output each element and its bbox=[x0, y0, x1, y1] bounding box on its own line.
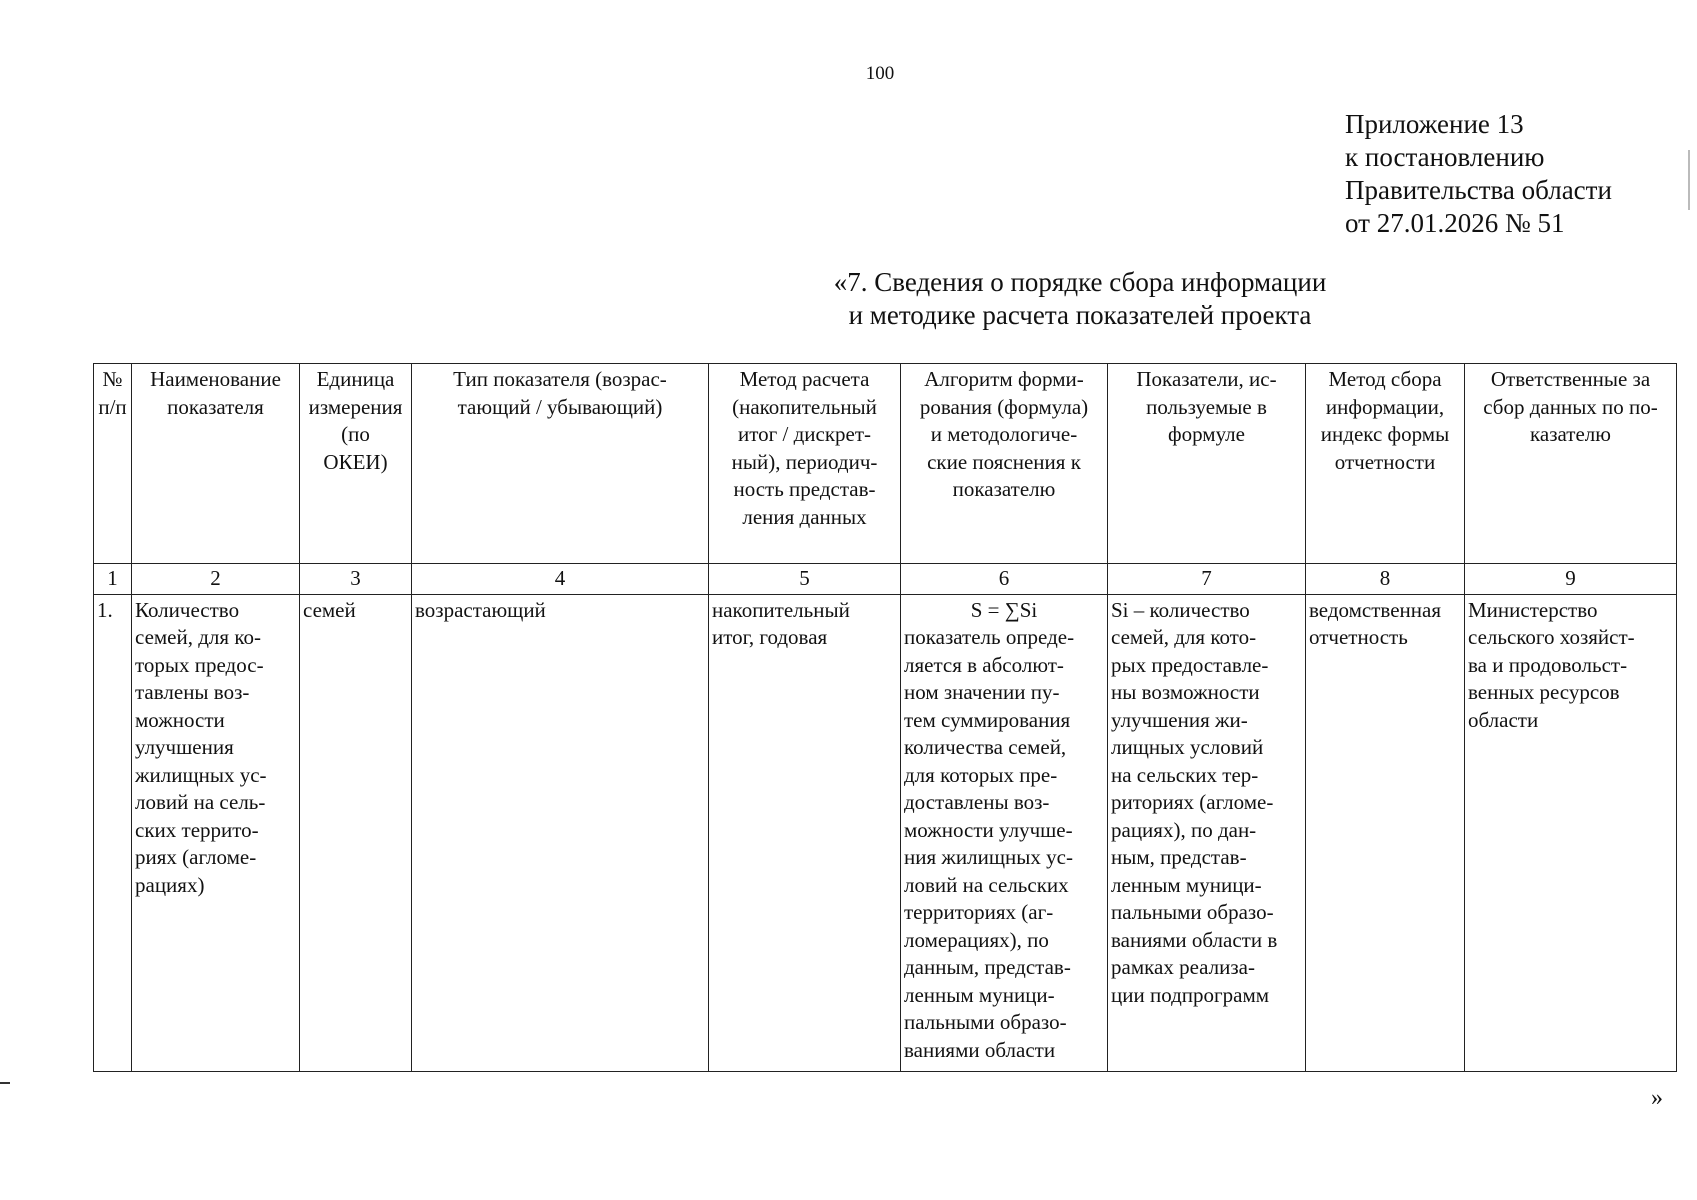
indicators-table bbox=[93, 363, 1677, 1072]
column-number: 7 bbox=[1108, 564, 1306, 595]
header-cell-type: Тип показателя (возрас- тающий / убывающий) bbox=[412, 364, 709, 564]
column-number: 8 bbox=[1306, 564, 1465, 595]
header-cell-responsible: Ответственные за сбор данных по по- казателю bbox=[1465, 364, 1677, 564]
appendix-line: Правительства области bbox=[1345, 175, 1612, 205]
appendix-line: от 27.01.2026 № 51 bbox=[1345, 208, 1565, 238]
margin-mark bbox=[0, 1082, 10, 1084]
column-number: 6 bbox=[901, 564, 1108, 595]
column-number: 5 bbox=[709, 564, 901, 595]
collection-method-cell: ведомственная отчетность bbox=[1306, 594, 1465, 1071]
section-title-line: «7. Сведения о порядке сбора информации bbox=[833, 267, 1327, 297]
formula: S = ∑Si bbox=[970, 597, 1038, 622]
table-row bbox=[94, 594, 1677, 1071]
appendix-block bbox=[1345, 108, 1612, 240]
header-cell-method: Метод расчета (накопительный итог / дискрет- ный), периодич- ность представ- ления данных bbox=[709, 364, 901, 564]
row-number: 1. bbox=[94, 594, 132, 1071]
table-header-row bbox=[94, 364, 1677, 564]
header-cell-collection: Метод сбора информации, индекс формы отчетности bbox=[1306, 364, 1465, 564]
closing-quote: » bbox=[1651, 1085, 1663, 1111]
header-cell-num: № п/п bbox=[94, 364, 132, 564]
header-cell-name: Наименование показателя bbox=[132, 364, 300, 564]
column-number: 9 bbox=[1465, 564, 1677, 595]
method-cell: накопительный итог, годовая bbox=[709, 594, 901, 1071]
section-title bbox=[530, 266, 1630, 332]
type-cell: возрастающий bbox=[412, 594, 709, 1071]
appendix-line: к постановлению bbox=[1345, 142, 1545, 172]
responsible-cell: Министерство сельского хозяйст- ва и продовольст- венных ресурсов области bbox=[1465, 594, 1677, 1071]
page-number: 100 bbox=[865, 63, 895, 84]
unit-cell: семей bbox=[300, 594, 412, 1071]
indicators-cell: Si – количество семей, для кото- рых предоставле- ны возможности улучшения жи- лищных условий на сельских тер- риториях (агломе- рациях), по дан- ным, представ- ленным муници- пальными образо- ваниями области в рамках реализа- ции подпрограмм bbox=[1108, 594, 1306, 1071]
column-number: 1 bbox=[94, 564, 132, 595]
appendix-line: Приложение 13 bbox=[1345, 109, 1524, 139]
column-number-row bbox=[94, 564, 1677, 595]
header-cell-algorithm: Алгоритм форми- рования (формула) и методологиче- ские пояснения к показателю bbox=[901, 364, 1108, 564]
column-number: 2 bbox=[132, 564, 300, 595]
column-number: 4 bbox=[412, 564, 709, 595]
header-cell-unit: Единица измерения (по ОКЕИ) bbox=[300, 364, 412, 564]
column-number: 3 bbox=[300, 564, 412, 595]
section-title-line: и методике расчета показателей проекта bbox=[848, 300, 1312, 330]
scan-edge-mark bbox=[1688, 150, 1690, 210]
indicator-name-cell: Количество семей, для ко- торых предос- тавлены воз- можности улучшения жилищных ус- ловий на сель- ских террито- риях (агломе- рациях) bbox=[132, 594, 300, 1071]
header-cell-indicators: Показатели, ис- пользуемые в формуле bbox=[1108, 364, 1306, 564]
algorithm-cell: S = ∑Si показатель опреде- ляется в абсолют- ном значении пу- тем суммирования количества семей, для которых пре- доставлены воз- можности улучше- ния жилищных ус- ловий на сельских территориях (аг- ломерациях), по данным, представ- ленным муници- пальными образо- ваниями области bbox=[901, 594, 1108, 1071]
